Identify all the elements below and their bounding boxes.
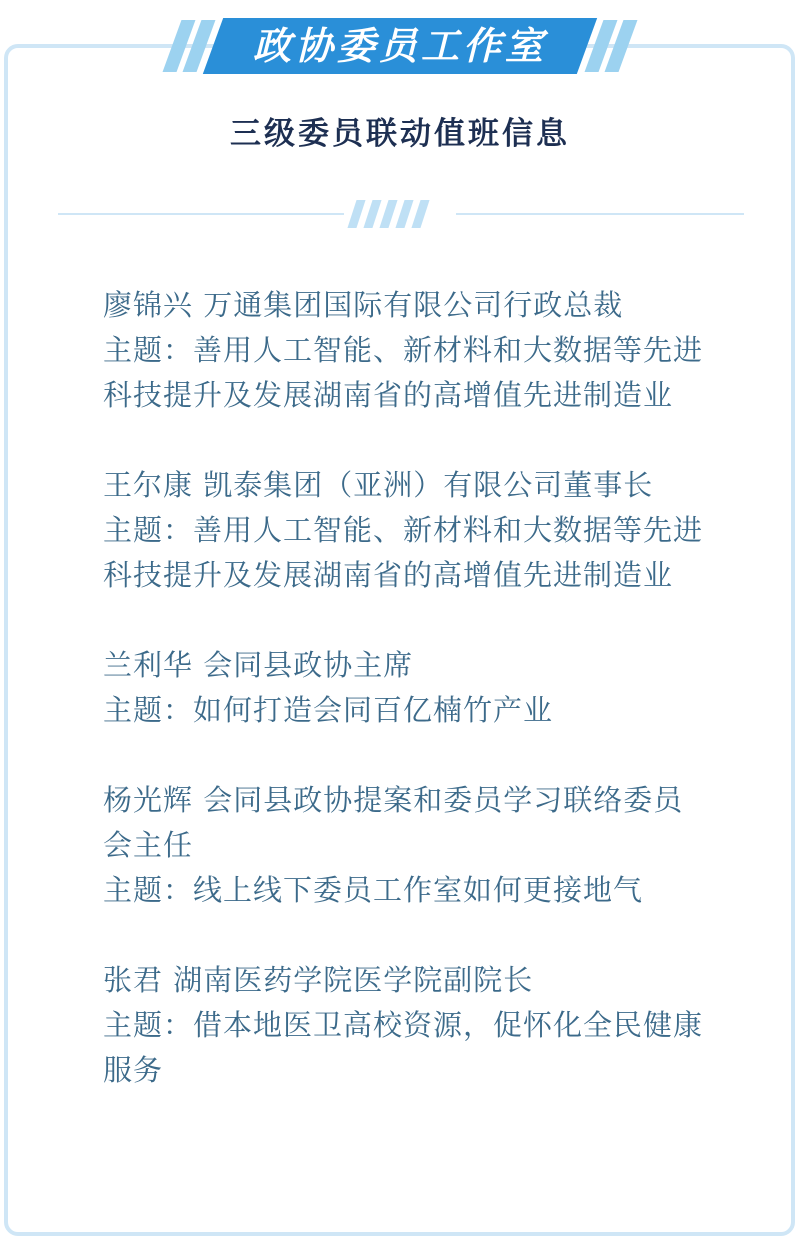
list-item <box>103 958 713 1093</box>
section-divider <box>0 198 800 230</box>
page-title: 三级委员联动值班信息 <box>230 116 570 152</box>
list-item <box>103 463 713 598</box>
list-item <box>103 283 713 418</box>
topic-text: 主题：线上线下委员工作室如何更接地气 <box>103 873 644 907</box>
topic-text: 主题：如何打造会同百亿楠竹产业 <box>103 693 554 727</box>
duty-list <box>103 283 713 1138</box>
divider-tick <box>347 200 365 228</box>
divider-tick <box>379 200 397 228</box>
member-info: 张君 湖南医药学院医学院副院长 <box>103 963 534 997</box>
divider-tick <box>411 200 429 228</box>
list-item <box>103 643 713 733</box>
topic-text: 主题：善用人工智能、新材料和大数据等先进科技提升及发展湖南省的高增值先进制造业 <box>103 513 704 592</box>
header-banner <box>0 18 800 74</box>
divider-line-right <box>456 213 744 215</box>
topic-text: 主题：借本地医卫高校资源，促怀化全民健康服务 <box>103 1008 704 1087</box>
member-info: 王尔康 凯泰集团（亚洲）有限公司董事长 <box>103 468 654 502</box>
list-item <box>103 778 713 913</box>
divider-tick <box>395 200 413 228</box>
member-info: 兰利华 会同县政协主席 <box>103 648 414 682</box>
member-info: 廖锦兴 万通集团国际有限公司行政总裁 <box>103 288 624 322</box>
member-info: 杨光辉 会同县政协提案和委员学习联络委员会主任 <box>103 783 684 862</box>
divider-line-left <box>58 213 344 215</box>
banner-title: 政协委员工作室 <box>252 24 547 68</box>
divider-tick <box>363 200 381 228</box>
topic-text: 主题：善用人工智能、新材料和大数据等先进科技提升及发展湖南省的高增值先进制造业 <box>103 333 704 412</box>
